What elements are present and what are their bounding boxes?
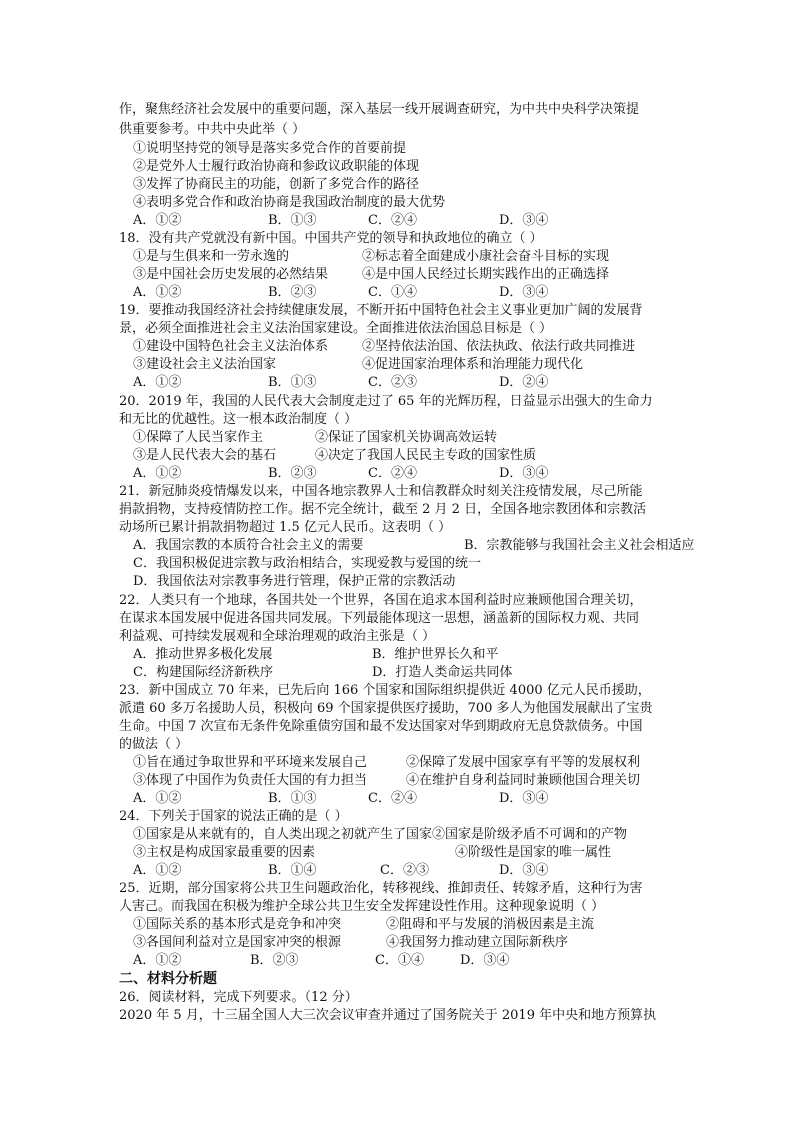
answer-option: B．②③ xyxy=(250,953,299,968)
answer-option: ③是人民代表大会的基石 xyxy=(133,448,277,463)
text-line: 2020 年 5 月，十三届全国人大三次会议审查并通过了国务院关于 2019 年中央和地方预算执 xyxy=(119,1008,657,1023)
answer-option: ②保证了国家机关协调高效运转 xyxy=(315,430,498,445)
text-line: 的做法（ ） xyxy=(119,737,189,752)
text-line: 利益观、可持续发展观和全球治理观的政治主张是（ ） xyxy=(119,629,436,644)
answer-option: B．①③ xyxy=(268,375,317,390)
answer-option: D．②④ xyxy=(499,375,549,390)
answer-option: B．宗教能够与我国社会主义社会相适应 xyxy=(464,538,695,553)
answer-option: D．③④ xyxy=(460,953,510,968)
answer-option: ③体现了中国作为负责任大国的有力担当 xyxy=(133,773,368,788)
text-line: 23．新中国成立 70 年来，已先后向 166 个国家和国际组织提供近 4000 亿元人民币援助， xyxy=(119,683,651,698)
text-line: ②是党外人士履行政治协商和参政议政职能的体现 xyxy=(133,159,420,174)
answer-option: ④在维护自身利益同时兼顾他国合理关切 xyxy=(406,773,641,788)
answer-option: ④决定了我国人民民主专政的国家性质 xyxy=(315,448,537,463)
answer-option: A．①② xyxy=(133,213,182,228)
answer-option: ②保障了发展中国家享有平等的发展权利 xyxy=(406,755,641,770)
answer-option: C．①④ xyxy=(375,953,424,968)
answer-option: ②标志着全面建成小康社会奋斗目标的实现 xyxy=(362,249,610,264)
answer-option: D．③④ xyxy=(499,791,549,806)
text-line: 24．下列关于国家的说法正确的是（ ） xyxy=(119,809,348,824)
answer-option: D．③④ xyxy=(499,213,549,228)
text-line: 和无比的优越性。这一根本政治制度（ ） xyxy=(119,412,358,427)
text-line: 25．近期，部分国家将公共卫生问题政治化，转移视线、推卸责任、转嫁矛盾，这种行为害 xyxy=(119,881,643,896)
text-line: D．我国依法对宗教事务进行管理，保护正常的宗教活动 xyxy=(133,574,456,589)
text-line: 供重要参考。中共中央此举（ ） xyxy=(119,122,306,137)
text-line: ④表明多党合作和政治协商是我国政治制度的最大优势 xyxy=(133,195,446,210)
text-line: ①国家是从来就有的，自人类出现之初就产生了国家②国家是阶级矛盾不可调和的产物 xyxy=(133,827,628,842)
answer-option: ④是中国人民经过长期实践作出的正确选择 xyxy=(362,267,610,282)
text-line: 景，必须全面推进社会主义法治国家建设。全面推进依法治国总目标是（ ） xyxy=(119,321,553,336)
text-line: 19．要推动我国经济社会持续健康发展，不断开拓中国特色社会主义事业更加广阔的发展背 xyxy=(119,303,643,318)
answer-option: A．①② xyxy=(133,375,182,390)
answer-option: A．我国宗教的本质符合社会主义的需要 xyxy=(133,538,364,553)
text-line: 20．2019 年，我国的人民代表大会制度走过了 65 年的光辉历程，日益显示出强大的生命力 xyxy=(119,394,653,409)
answer-option: ③是中国社会历史发展的必然结果 xyxy=(133,267,329,282)
answer-option: ④阶级性是国家的唯一属性 xyxy=(455,845,612,860)
text-line: 18．没有共产党就没有新中国。中国共产党的领导和执政地位的确立（ ） xyxy=(119,231,543,246)
text-line: C．我国积极促进宗教与政治相结合，实现爱教与爱国的统一 xyxy=(133,556,481,571)
answer-option: ①保障了人民当家作主 xyxy=(133,430,264,445)
answer-option: ④我国努力推动建立国际新秩序 xyxy=(386,935,569,950)
answer-option: ①是与生俱来和一劳永逸的 xyxy=(133,249,290,264)
answer-option: C．②③ xyxy=(368,375,417,390)
answer-option: ④促进国家治理体系和治理能力现代化 xyxy=(362,357,584,372)
answer-option: A．推动世界多极化发展 xyxy=(133,647,273,662)
answer-option: D．打造人类命运共同体 xyxy=(372,665,513,680)
answer-option: D．③④ xyxy=(499,285,549,300)
text-line: ①说明坚持党的领导是落实多党合作的首要前提 xyxy=(133,141,407,156)
answer-option: C．②③ xyxy=(380,863,429,878)
text-line: 人害己。而我国在积极为维护全球公共卫生安全发挥建设性作用。这种现象说明（ ） xyxy=(119,899,605,914)
answer-option: A．①② xyxy=(133,953,182,968)
text-line: 作，聚焦经济社会发展中的重要问题，深入基层一线开展调查研究，为中共中央科学决策提 xyxy=(119,102,640,117)
answer-option: ②坚持依法治国、依法执政、依法行政共同推进 xyxy=(362,339,636,354)
answer-option: B．①③ xyxy=(268,791,317,806)
answer-option: ③主权是构成国家最重要的因素 xyxy=(133,845,316,860)
answer-option: D．③④ xyxy=(499,863,549,878)
text-line: 生命。中国 7 次宣布无条件免除重债穷国和最不发达国家对华到期政府无息贷款债务。中国 xyxy=(119,719,643,734)
section-heading: 二、材料分析题 xyxy=(119,971,217,987)
answer-option: ①建设中国特色社会主义法治体系 xyxy=(133,339,329,354)
text-line: 26．阅读材料，完成下列要求。（12 分） xyxy=(119,990,358,1005)
text-line: ③发挥了协商民主的功能，创新了多党合作的路径 xyxy=(133,177,420,192)
answer-option: ③各国间利益对立是国家冲突的根源 xyxy=(133,935,342,950)
answer-option: C．①④ xyxy=(368,285,417,300)
answer-option: B．②③ xyxy=(268,466,317,481)
answer-option: A．①② xyxy=(133,285,182,300)
text-line: 22．人类只有一个地球，各国共处一个世界，各国在追求本国利益时应兼顾他国合理关切， xyxy=(119,593,643,608)
answer-option: ③建设社会主义法治国家 xyxy=(133,357,277,372)
answer-option: B．①③ xyxy=(268,213,317,228)
answer-option: C．②④ xyxy=(368,791,417,806)
text-line: 21．新冠肺炎疫情爆发以来，中国各地宗教界人士和信教群众时刻关注疫情发展，尽己所能 xyxy=(119,484,643,499)
text-line: 派遣 60 多万名援助人员，积极向 69 个国家提供医疗援助，700 多人为他国发展献出了宝贵 xyxy=(119,701,653,716)
answer-option: D．③④ xyxy=(499,466,549,481)
answer-option: A．①② xyxy=(133,466,182,481)
answer-option: B．维护世界长久和平 xyxy=(372,647,499,662)
answer-option: C．②④ xyxy=(368,213,417,228)
answer-option: A．①② xyxy=(133,791,182,806)
answer-option: ①旨在通过争取世界和平环境来发展自己 xyxy=(133,755,368,770)
answer-option: A．①② xyxy=(133,863,182,878)
text-line: 在谋求本国发展中促进各国共同发展。下列最能体现这一思想，涵盖新的国际权力观、共同 xyxy=(119,611,640,626)
answer-option: B．①④ xyxy=(268,863,317,878)
answer-option: ②阻碍和平与发展的消极因素是主流 xyxy=(386,917,595,932)
answer-option: C．②④ xyxy=(368,466,417,481)
answer-option: ①国际关系的基本形式是竞争和冲突 xyxy=(133,917,342,932)
answer-option: C．构建国际经济新秩序 xyxy=(133,665,273,680)
text-line: 动场所已累计捐款捐物超过 1.5 亿元人民币。这表明（ ） xyxy=(119,520,452,535)
answer-option: B．②③ xyxy=(268,285,317,300)
text-line: 捐款捐物，支持疫情防控工作。据不完全统计，截至 2 月 2 日，全国各地宗教团体和宗教活 xyxy=(119,502,647,517)
